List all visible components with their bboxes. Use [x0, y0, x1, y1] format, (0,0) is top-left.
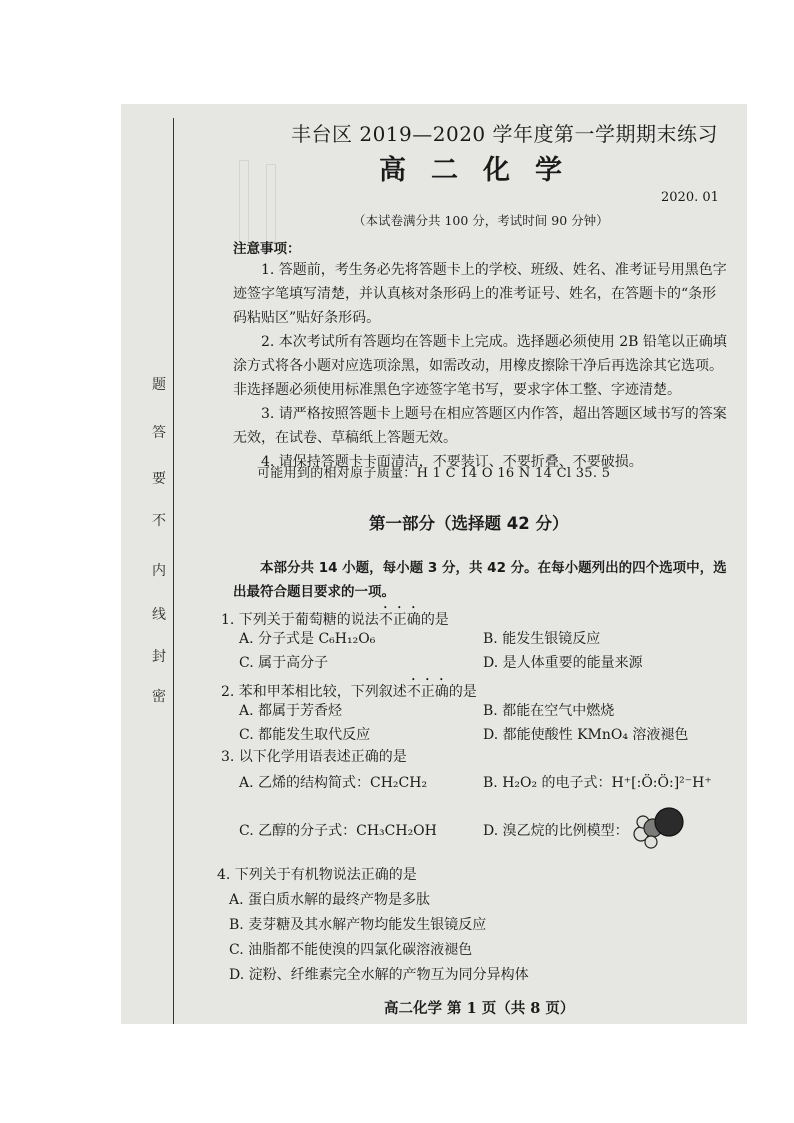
notice-item: 3. 请严格按照答题卡上题号在相应答题区内作答，超出答题区域书写的答案无效，在试卷、草稿纸上答题无效。 [233, 406, 727, 446]
option-b: B. 能发生银镜反应 [483, 631, 601, 647]
binding-char: 不 [152, 513, 166, 529]
question-stem: 2. 苯和甲苯相比较，下列叙述不正确的是 [221, 684, 477, 700]
option-d: D. 溴乙烷的比例模型： [483, 823, 629, 839]
atomic-mass-line: 可能用到的相对原子质量：H 1 C 14 O 16 N 14 Cl 35. 5 [257, 466, 611, 481]
notice-heading: 注意事项： [233, 241, 301, 257]
binding-char: 题 [152, 377, 166, 393]
section-intro: 本部分共 14 小题，每小题 3 分，共 42 分。在每小题列出的四个选项中，选出最符合题目要求的一项。 [233, 560, 727, 600]
notice-item: 2. 本次考试所有答题均在答题卡上完成。选择题必须使用 2B 铅笔以正确填涂方式将各小题对应选项涂黑，如需改动，用橡皮擦除干净后再选涂其它选项。非选择题必须使用标准黑色字迹签字笔书写，要求字体工整、字迹清楚。 [233, 334, 727, 398]
option-c: C. 乙醇的分子式：CH₃CH₂OH [239, 823, 437, 839]
option-a: A. 都属于芳香烃 [239, 703, 343, 719]
bleed-through-mark [239, 160, 249, 242]
option-c: C. 都能发生取代反应 [239, 727, 371, 743]
question-stem: 1. 下列关于葡萄糖的说法不正确的是 [221, 612, 449, 628]
option-a: A. 乙烯的结构简式：CH₂CH₂ [239, 775, 428, 791]
binding-char: 内 [152, 563, 166, 579]
bromoethane-model-icon [629, 804, 687, 852]
exam-date: 2020. 01 [661, 190, 719, 205]
exam-subtitle: （本试卷满分共 100 分，考试时间 90 分钟） [353, 213, 609, 228]
option-b: B. H₂O₂ 的电子式：H⁺[:Ö:Ö:]²⁻H⁺ [483, 775, 712, 791]
page-footer: 高二化学 第 1 页（共 8 页） [384, 1000, 575, 1017]
binding-char: 要 [152, 471, 166, 487]
option-a: A. 蛋白质水解的最终产物是多肽 [229, 892, 431, 908]
option-d: D. 都能使酸性 KMnO₄ 溶液褪色 [483, 727, 689, 743]
binding-margin [146, 118, 172, 1024]
notice-item: 4. 请保持答题卡卡面清洁，不要装订、不要折叠、不要破损。 [261, 454, 643, 470]
binding-char: 封 [152, 649, 166, 665]
section-title: 第一部分（选择题 42 分） [369, 514, 569, 533]
option-c: C. 属于高分子 [239, 655, 329, 671]
option-b: B. 都能在空气中燃烧 [483, 703, 615, 719]
option-b: B. 麦芽糖及其水解产物均能发生银镜反应 [229, 917, 487, 933]
binding-char: 线 [152, 607, 166, 623]
exam-title: 丰台区 2019—2020 学年度第一学期期末练习 [291, 122, 719, 146]
question-stem: 4. 下列关于有机物说法正确的是 [217, 867, 417, 883]
bleed-through-mark [266, 164, 276, 242]
option-c: C. 油脂都不能使溴的四氯化碳溶液褪色 [229, 942, 473, 958]
question-stem: 3. 以下化学用语表述正确的是 [221, 749, 407, 765]
option-d: D. 是人体重要的能量来源 [483, 655, 643, 671]
emphasis-text: 不正确 [378, 612, 421, 628]
exam-page [121, 104, 747, 1024]
binding-char: 答 [152, 425, 166, 441]
binding-char: 密 [152, 689, 166, 705]
option-a: A. 分子式是 C₆H₁₂O₆ [239, 631, 376, 647]
emphasis-text: 不正确 [406, 684, 449, 700]
option-d: D. 淀粉、纤维素完全水解的产物互为同分异构体 [229, 967, 529, 983]
subject-title: 高二化学 [379, 155, 587, 186]
notice-item: 1. 答题前，考生务必先将答题卡上的学校、班级、姓名、准考证号用黑色字迹签字笔填写清楚，并认真核对条形码上的准考证号、姓名，在答题卡的“条形码粘贴区”贴好条形码。 [233, 262, 727, 326]
binding-line [173, 118, 174, 1024]
